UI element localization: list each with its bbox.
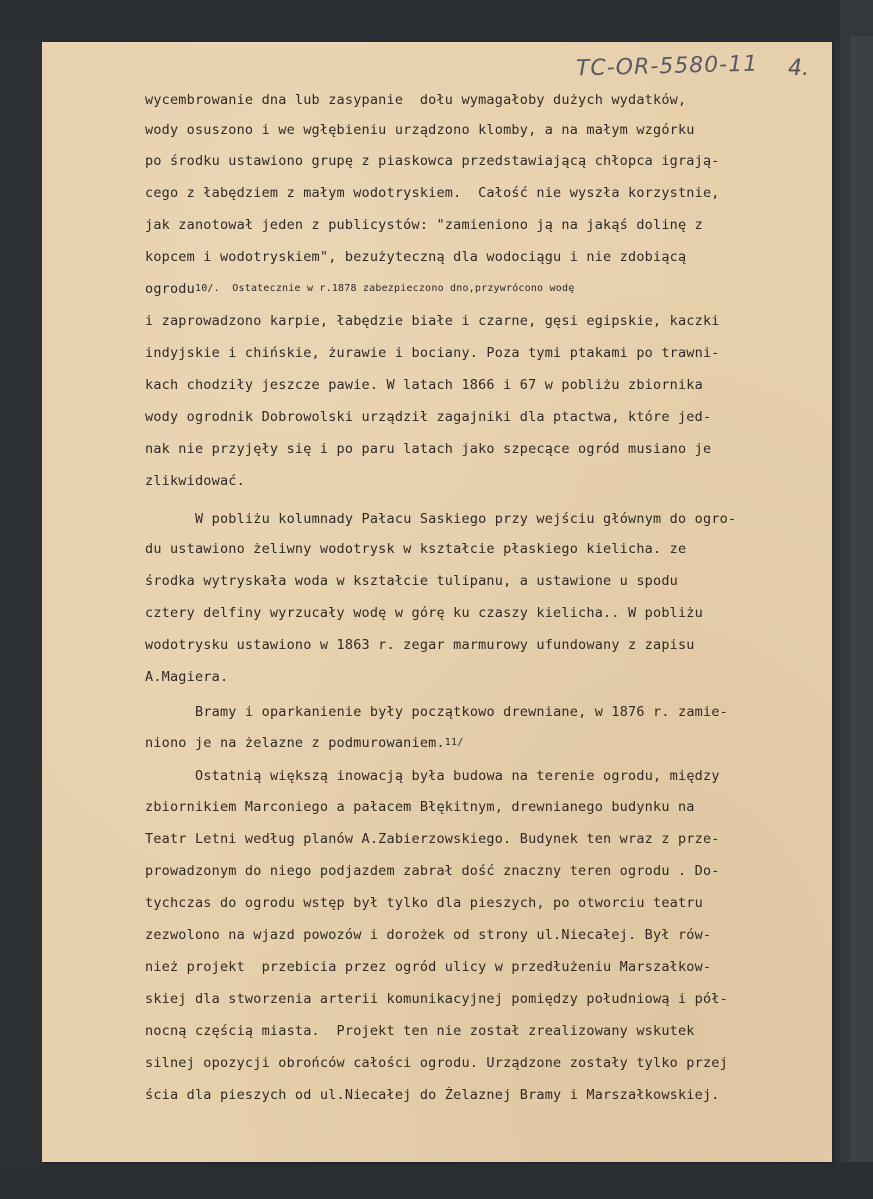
page-number: 4. — [788, 56, 809, 81]
text-line: Bramy i oparkanienie były początkowo drewniane, w 1876 r. zamie- — [195, 704, 728, 720]
text-line: środka wytryskała woda w kształcie tulipanu, a ustawione u spodu — [145, 573, 678, 589]
text-line: silnej opozycji obrońców całości ogrodu. Urządzone zostały tylko przej — [145, 1055, 728, 1071]
text-line: nież projekt przebicia przez ogród ulicy w przedłużeniu Marszałkow- — [145, 959, 712, 975]
text-line: wody osuszono i we wgłębieniu urządzono klomby, a na małym wzgórku — [145, 122, 695, 138]
text-line: prowadzonym do niego podjazdem zabrał dość znaczny teren ogrodu . Do- — [145, 863, 720, 879]
text-fragment: ogrodu — [145, 281, 195, 297]
text-line: nak nie przyjęły się i po paru latach jako szpecące ogród musiano je — [145, 441, 712, 457]
text-line: cego z łabędziem z małym wodotryskiem. Całość nie wyszła korzystnie, — [145, 185, 720, 201]
text-line: wodotrysku ustawiono w 1863 r. zegar marmurowy ufundowany z zapisu — [145, 637, 695, 653]
text-line: nocną częścią miasta. Projekt ten nie został zrealizowany wskutek — [145, 1023, 695, 1039]
text-line: Ostatnią większą inowacją była budowa na terenie ogrodu, między — [195, 768, 720, 784]
scanner-frame-top — [0, 0, 873, 42]
text-line: du ustawiono żeliwny wodotrysk w kształcie płaskiego kielicha. ze — [145, 541, 687, 557]
text-line — [145, 281, 574, 297]
text-line: wody ogrodnik Dobrowolski urządził zagajniki dla ptactwa, które jed- — [145, 409, 712, 425]
text-line: kach chodziły jeszcze pawie. W latach 1866 i 67 w pobliżu zbiornika — [145, 377, 703, 393]
archive-signature: TC-OR-5580-11 — [575, 51, 759, 82]
text-line: Teatr Letni według planów A.Zabierzowskiego. Budynek ten wraz z prze- — [145, 831, 720, 847]
footnote-reference: 10/. Ostatecznie w r.1878 zabezpieczono dno,przywrócono wodę — [194, 283, 575, 294]
text-line: ścia dla pieszych od ul.Niecałej do Żelaznej Bramy i Marszałkowskiej. — [145, 1087, 720, 1103]
scanner-frame-bottom — [0, 1162, 873, 1199]
text-line: cztery delfiny wyrzucały wodę w górę ku czaszy kielicha.. W pobliżu — [145, 605, 703, 621]
text-line: skiej dla stworzenia arterii komunikacyjnej pomiędzy południową i pół- — [145, 991, 728, 1007]
text-line: wycembrowanie dna lub zasypanie dołu wymagałoby dużych wydatków, — [145, 92, 687, 108]
text-line — [145, 735, 463, 751]
text-line: tychczas do ogrodu wstęp był tylko dla pieszych, po otworciu teatru — [145, 895, 703, 911]
text-line: A.Magiera. — [145, 669, 229, 685]
text-fragment: niono je na żelazne z podmurowaniem. — [145, 735, 445, 751]
text-line: kopcem i wodotryskiem", bezużyteczną dla wodociągu i nie zdobiącą — [145, 249, 687, 265]
text-line: indyjskie i chińskie, żurawie i bociany. Poza tymi ptakami po trawni- — [145, 345, 720, 361]
text-line: zezwolono na wjazd powozów i dorożek od strony ul.Niecałej. Był rów- — [145, 927, 712, 943]
text-line: i zaprowadzono karpie, łabędzie białe i czarne, gęsi egipskie, kaczki — [145, 313, 720, 329]
text-line: po środku ustawiono grupę z piaskowca przedstawiającą chłopca igrają- — [145, 153, 720, 169]
footnote-reference: 11/ — [444, 737, 464, 748]
text-line: jak zanotował jeden z publicystów: "zamieniono ją na jakąś dolinę z — [145, 217, 703, 233]
text-line: W pobliżu kolumnady Pałacu Saskiego przy wejściu głównym do ogro- — [195, 511, 737, 527]
scanner-frame-right-strip — [850, 36, 873, 1199]
text-line: zbiornikiem Marconiego a pałacem Błękitnym, drewnianego budynku na — [145, 799, 695, 815]
text-line: zlikwidować. — [145, 473, 245, 489]
